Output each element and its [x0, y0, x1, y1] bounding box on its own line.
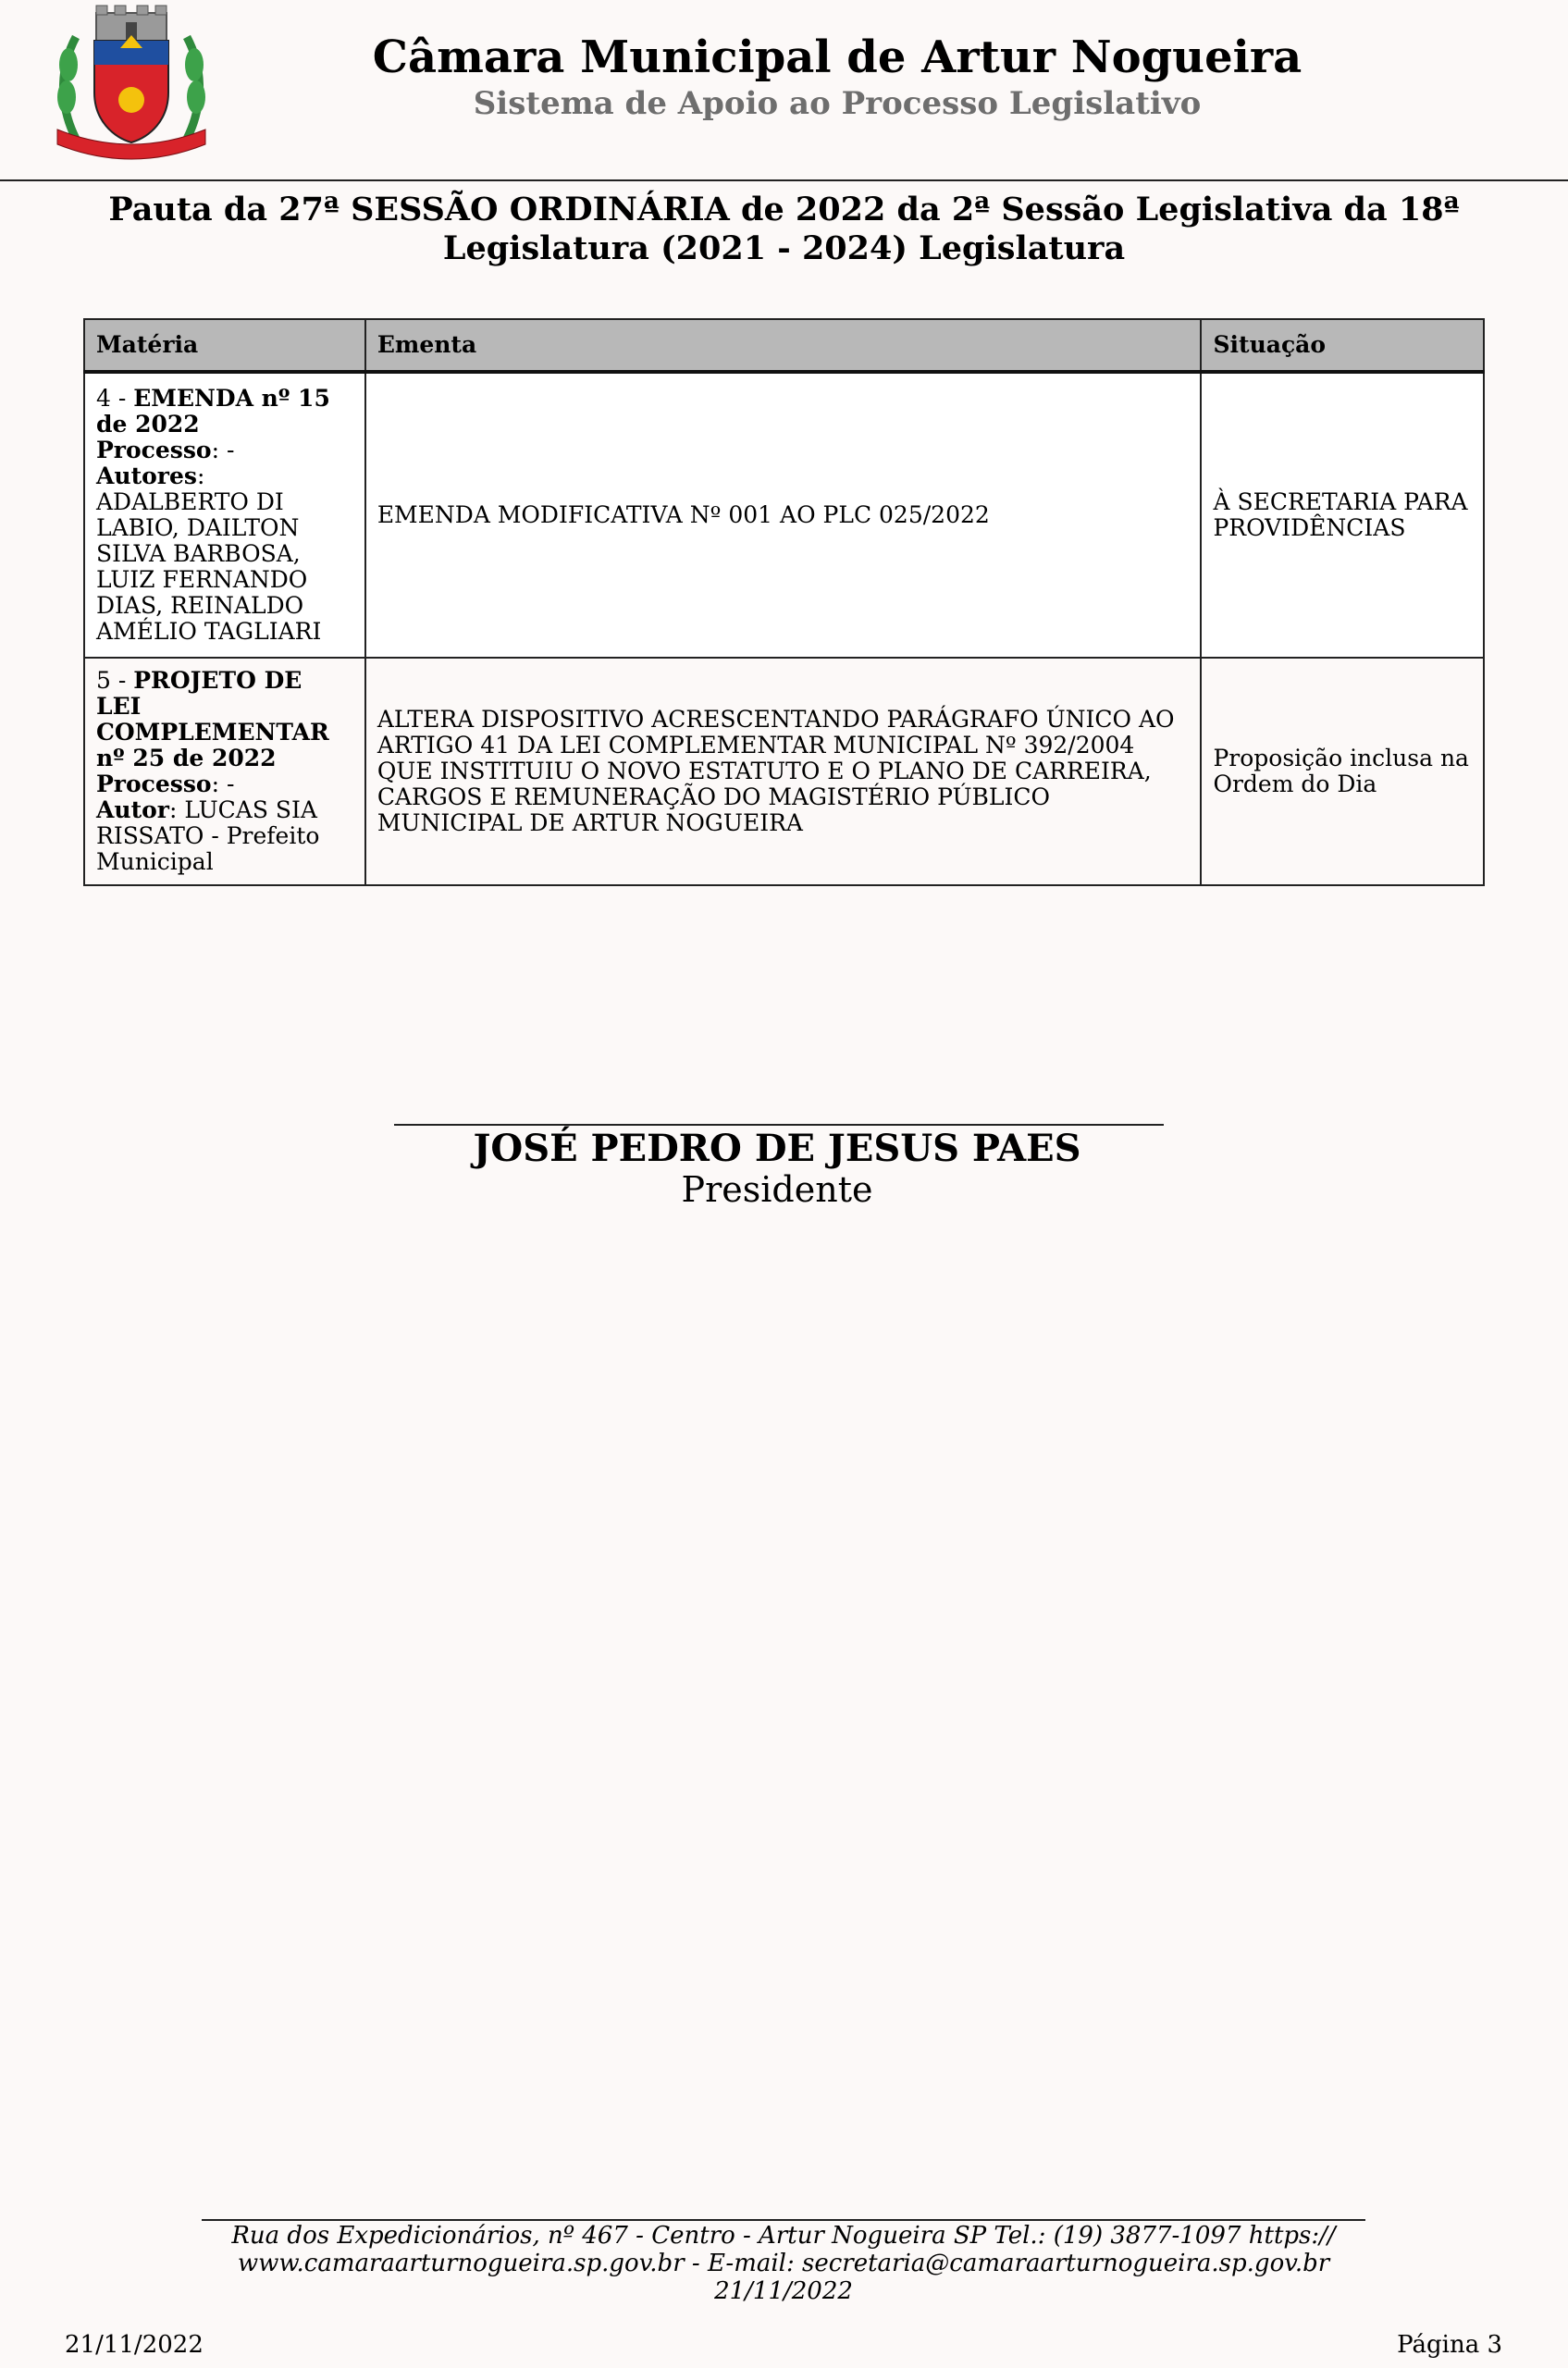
table-header-row [84, 319, 1484, 372]
page-header [0, 0, 1568, 181]
materia-cell: 4 - EMENDA nº 15 de 2022 Processo: - Autores: ADALBERTO DI LABIO, DAILTON SILVA BARBOSA, LUIZ FERNANDO DIAS, REINALDO AMÉLIO TAGLIARI [84, 372, 365, 658]
item-number: 4 - [96, 385, 134, 412]
footer-divider [202, 2219, 1365, 2221]
table-row [84, 658, 1484, 885]
processo-label: Processo [96, 437, 212, 463]
processo-value: : - [211, 771, 235, 797]
ementa-cell: EMENDA MODIFICATIVA Nº 001 AO PLC 025/2022 [365, 372, 1202, 658]
materia-title: PROJETO DE LEI COMPLEMENTAR nº 25 de 2022 [96, 667, 329, 771]
column-header-materia: Matéria [84, 319, 365, 372]
autor-value: LUCAS SIA RISSATO - Prefeito Municipal [96, 796, 320, 875]
autor-label: Autores [96, 462, 197, 489]
materia-title: EMENDA nº 15 de 2022 [96, 385, 330, 438]
autor-value: ADALBERTO DI LABIO, DAILTON SILVA BARBOSA, LUIZ FERNANDO DIAS, REINALDO AMÉLIO TAGLIARI [96, 488, 322, 645]
agenda-table [83, 318, 1485, 886]
autor-label: Autor [96, 796, 169, 823]
ementa-cell: ALTERA DISPOSITIVO ACRESCENTANDO PARÁGRAFO ÚNICO AO ARTIGO 41 DA LEI COMPLEMENTAR MUNICIPAL Nº 392/2004 QUE INSTITUIU O NOVO ESTATUTO E O PLANO DE CARREIRA, CARGOS E REMUNERAÇÃO DO MAGISTÉRIO PÚBLICO MUNICIPAL DE ARTUR NOGUEIRA [365, 658, 1202, 885]
processo-label: Processo [96, 771, 212, 797]
column-header-ementa: Ementa [365, 319, 1202, 372]
table-row [84, 372, 1484, 658]
page-number: Página 3 [1397, 2331, 1502, 2359]
signatory-role: Presidente [681, 1169, 873, 1210]
signature-line [394, 1124, 1164, 1126]
footer-date: 21/11/2022 [65, 2331, 204, 2359]
organization-name: Câmara Municipal de Artur Nogueira [372, 31, 1303, 83]
municipal-crest-logo [48, 0, 215, 166]
situacao-cell: Proposição inclusa na Ordem do Dia [1201, 658, 1484, 885]
column-header-situacao: Situação [1201, 319, 1484, 372]
item-number: 5 - [96, 667, 134, 694]
materia-cell: 5 - PROJETO DE LEI COMPLEMENTAR nº 25 de 2022 Processo: - Autor: LUCAS SIA RISSATO - Prefeito Municipal [84, 658, 365, 885]
system-subtitle: Sistema de Apoio ao Processo Legislativo [473, 85, 1202, 122]
processo-value: : - [211, 437, 235, 463]
footer-address: Rua dos Expedicionários, nº 467 - Centro - Artur Nogueira SP Tel.: (19) 3877-1097 https:// www.camaraarturnogueira.sp.gov.br - E-mail: secretaria@camaraarturnogueira.sp.gov.br 21/11/2022 [231, 2222, 1336, 2305]
situacao-cell: À SECRETARIA PARA PROVIDÊNCIAS [1201, 372, 1484, 658]
document-title: Pauta da 27ª SESSÃO ORDINÁRIA de 2022 da 2ª Sessão Legislativa da 18ª Legislatura (2021 - 2024) Legislatura [108, 191, 1460, 267]
signatory-name: JOSÉ PEDRO DE JESUS PAES [473, 1127, 1081, 1170]
